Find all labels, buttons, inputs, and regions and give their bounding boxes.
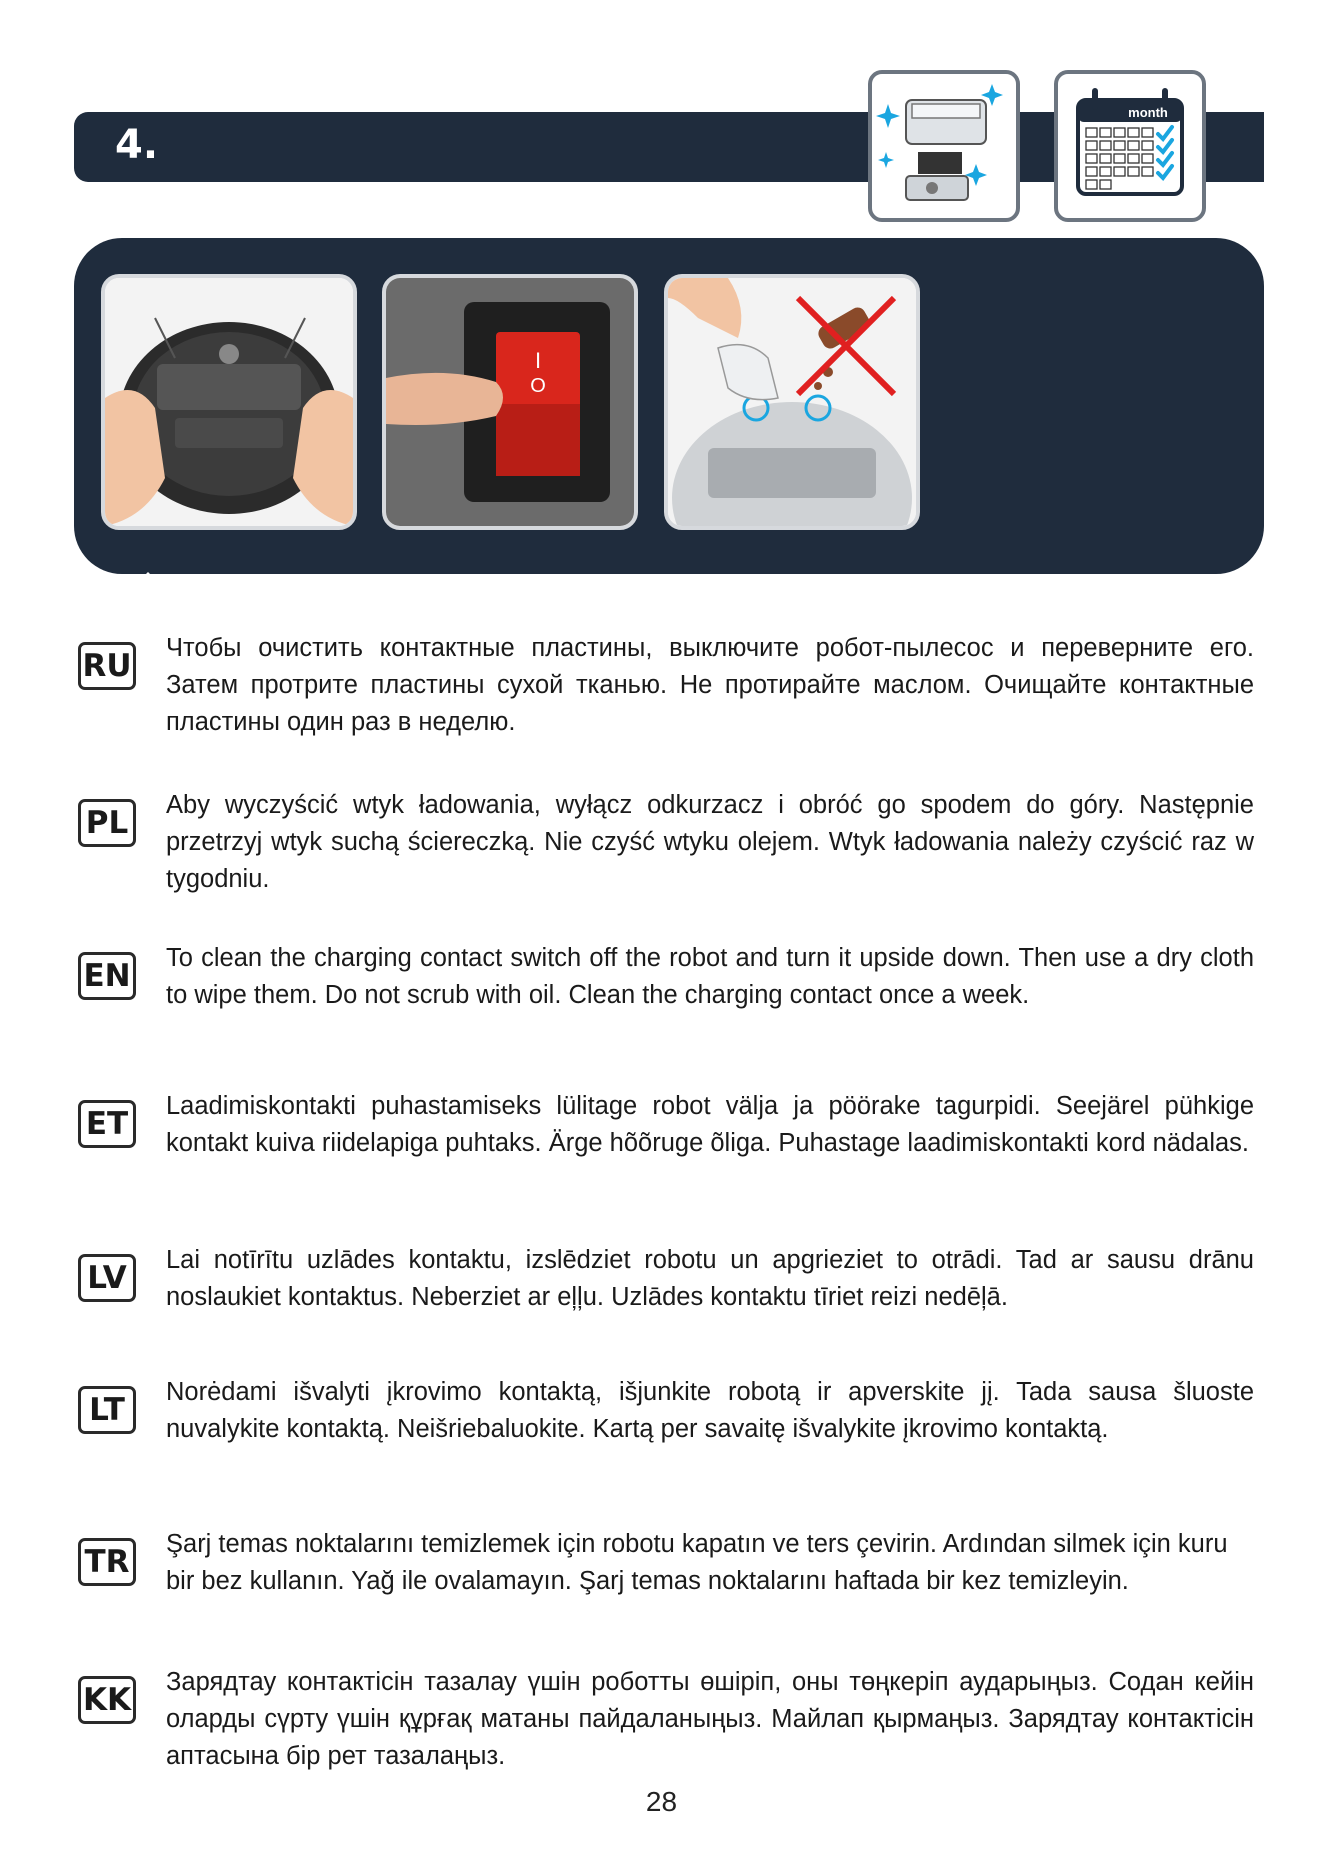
lang-badge-tr: TR (78, 1538, 136, 1586)
lang-text-kk: Зарядтау контактісін тазалау үшін роботты өшіріп, оны төңкеріп аударыңыз. Содан кейін оларды сүрту үшін құрғақ матаны пайдаланыңыз. Майлап қырмаңыз. Зарядтау контактісін аптасына бір рет тазалаңыз. (166, 1668, 1254, 1770)
lang-badge-kk: KK (78, 1676, 136, 1724)
flip-robot-image (101, 274, 357, 530)
calendar-month-icon (1054, 70, 1206, 222)
power-switch-image (382, 274, 638, 530)
lang-text-en: To clean the charging contact switch off the robot and turn it upside down. Then use a dry cloth to wipe them. Do not scrub with oil. Clean the charging contact once a week. (166, 944, 1254, 1009)
lang-text-lv: Lai notīrītu uzlādes kontaktu, izslēdziet robotu un apgrieziet to otrādi. Tad ar sausu drānu noslaukiet kontaktus. Neberziet ar eļļu. Uzlādes kontaktu tīriet reizi nedēļā. (166, 1246, 1254, 1311)
lang-text-ru: Чтобы очистить контактные пластины, выключите робот-пылесос и переверните его. Затем протрите пластины сухой тканью. Не протирайте маслом. Очищайте контактные пластины один раз в неделю. (166, 634, 1254, 736)
lang-text-tr: Şarj temas noktalarını temizlemek için robotu kapatın ve ters çevirin. Ardından silmek için kuru bir bez kullanın. Yağ ile ovalamayın. Şarj temas noktalarını haftada bir kez temizleyin. (166, 1530, 1228, 1595)
switch-on-label: I (534, 348, 542, 373)
switch-off-label: O (530, 375, 546, 397)
lang-text-et: Laadimiskontakti puhastamiseks lülitage robot välja ja pöörake tagurpidi. Seejärel pühkige kontakt kuiva riidelapiga puhtaks. Ärge hõõruge õliga. Puhastage laadimiskontakti kord nädalas. (166, 1092, 1254, 1157)
lang-badge-lv: LV (78, 1254, 136, 1302)
calendar-month-label: month (1128, 105, 1168, 120)
panel-pointer (114, 572, 182, 606)
lang-badge-pl: PL (78, 799, 136, 847)
lang-badge-et: ET (78, 1100, 136, 1148)
lang-text-pl: Aby wyczyścić wtyk ładowania, wyłącz odkurzacz i obróć go spodem do góry. Następnie przetrzyj wtyk suchą ściereczką. Nie czyść wtyku olejem. Wtyk ładowania należy czyścić raz w tygodniu. (166, 791, 1254, 893)
lang-badge-en: EN (78, 952, 136, 1000)
step-number: 4. (115, 122, 159, 168)
lang-badge-lt: LT (78, 1386, 136, 1434)
wipe-contacts-image (664, 274, 920, 530)
lang-text-lt: Norėdami išvalyti įkrovimo kontaktą, išjunkite robotą ir apverskite jį. Tada sausa šluoste nuvalykite kontaktą. Neišriebaluokite. Kartą per savaitę išvalykite įkrovimo kontaktą. (166, 1378, 1254, 1443)
dustbin-clean-icon (868, 70, 1020, 222)
lang-badge-ru: RU (78, 642, 136, 690)
page-number: 28 (645, 1786, 678, 1817)
